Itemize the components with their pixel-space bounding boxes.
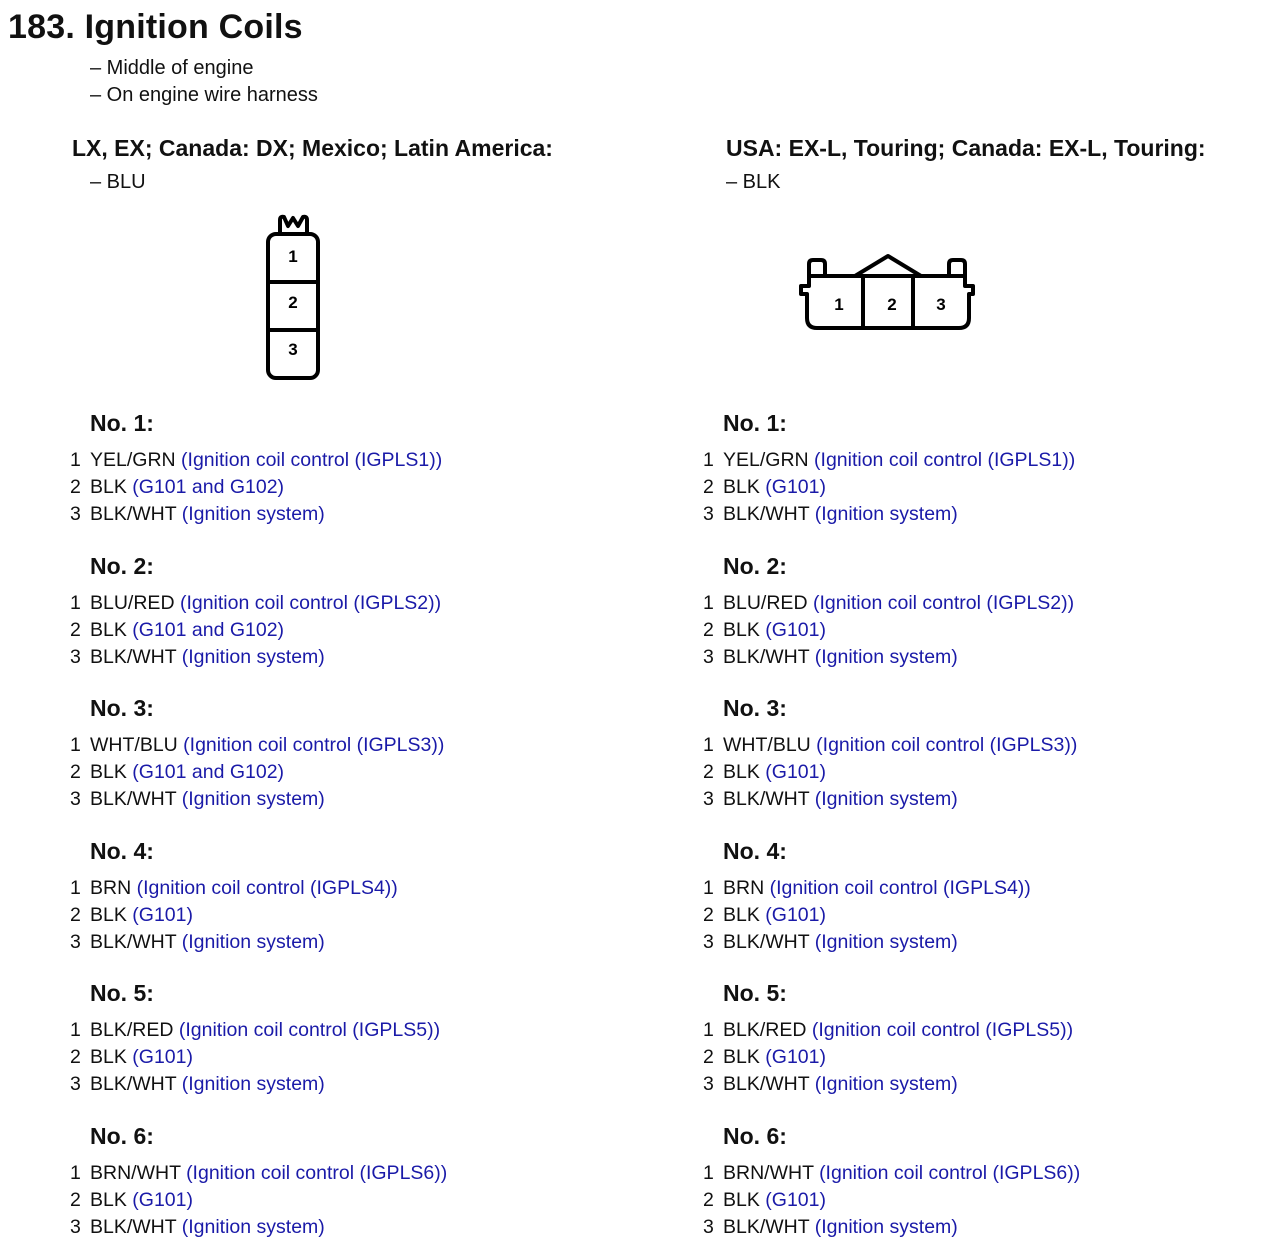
pin-number: 3 [70,1073,81,1095]
coil-4-title: No. 4: [723,837,787,864]
pin-number: 3 [70,1215,81,1238]
wire-color: BLK/WHT [723,503,810,525]
pin-row [703,1073,958,1096]
circuit-description: (Ignition system) [814,1073,958,1095]
pin-number: 2 [70,761,81,783]
wire-color: BLK [723,903,760,926]
wire-color: WHT/BLU [723,734,811,756]
pin-number: 2 [70,1188,81,1211]
pin-row [70,1046,193,1069]
circuit-description: (Ignition coil control (IGPLS6)) [186,1161,448,1184]
pin-row [70,904,193,927]
circuit-description: (Ignition system) [814,788,958,810]
pin-row [70,476,284,499]
wire-color: BLK/WHT [723,1073,810,1095]
circuit-description: (Ignition coil control (IGPLS5)) [178,1019,441,1041]
wire-color: BLK/WHT [90,1073,177,1095]
pin-number: 2 [70,1046,81,1068]
pin-1-label: 1 [834,295,844,314]
wire-color: BLK [90,1188,127,1211]
coil-1-title: No. 1: [723,410,787,436]
wire-color: BLK [90,618,127,641]
circuit-description: (Ignition system) [181,645,325,668]
pin-row [70,734,444,757]
wire-color: BLK [90,903,127,926]
column-1-connector-diagram [260,210,330,388]
pin-row [703,476,826,499]
wire-color: BLK/WHT [723,645,810,668]
circuit-description: (G101) [765,1046,826,1068]
circuit-description: (G101) [132,1046,193,1068]
wire-color: BLK/RED [90,1019,174,1041]
column-2-heading: USA: EX-L, Touring; Canada: EX-L, Touring: [726,135,1206,161]
pin-number: 1 [703,1019,714,1041]
pin-number: 1 [70,876,81,899]
pin-row [703,449,1075,472]
coil-5-title: No. 5: [90,980,154,1006]
pin-row [703,646,958,669]
wire-color: WHT/BLU [90,734,178,756]
pin-number: 3 [70,503,81,525]
wire-color: YEL/GRN [723,449,809,471]
pin-row [703,1019,1073,1042]
pin-number: 1 [703,876,714,899]
pin-row [70,931,325,954]
location-line-2: – On engine wire harness [90,84,318,106]
circuit-description: (Ignition coil control (IGPLS2)) [812,591,1075,614]
wire-color: BLK [723,1188,760,1211]
coil-2-title: No. 2: [90,552,154,579]
pin-number: 2 [703,476,714,498]
wire-color: BRN/WHT [723,1161,814,1184]
circuit-description: (Ignition system) [814,645,958,668]
page-title: 183. Ignition Coils [8,8,303,46]
pin-row [70,646,325,669]
wire-color: BLK [90,1046,127,1068]
pin-number: 2 [703,618,714,641]
wire-color: BRN/WHT [90,1161,181,1184]
pin-number: 1 [70,734,81,756]
pin-row [703,592,1074,615]
wire-color: BRN [90,876,132,899]
wire-color: BLK/WHT [90,1215,177,1238]
wire-color: YEL/GRN [90,449,176,471]
circuit-description: (Ignition coil control (IGPLS2)) [179,591,442,614]
pin-number: 1 [703,449,714,471]
circuit-description: (Ignition coil control (IGPLS1)) [181,449,443,471]
circuit-description: (Ignition system) [181,1073,325,1095]
column-2-connector-diagram [795,248,985,334]
pin-row [70,449,442,472]
wire-color: BLK/WHT [90,503,177,525]
pin-1-label: 1 [288,247,298,266]
pin-row [703,1216,958,1239]
circuit-description: (Ignition coil control (IGPLS6)) [819,1161,1081,1184]
circuit-description: (Ignition coil control (IGPLS4)) [136,876,398,899]
connector-right-latch [949,260,965,276]
wire-color: BLK/WHT [90,788,177,810]
circuit-description: (Ignition system) [814,930,958,953]
wire-color: BLU/RED [90,591,175,614]
pin-row [703,788,958,811]
column-1-color-note: – BLU [90,171,146,193]
pin-row [703,761,826,784]
wire-color: BLK/RED [723,1019,807,1041]
circuit-description: (G101) [765,476,826,498]
pin-number: 2 [703,761,714,783]
pin-row [70,877,398,900]
pin-row [703,931,958,954]
pin-row [70,1019,440,1042]
connector-latch [280,217,307,234]
wire-color: BLU/RED [723,591,808,614]
circuit-description: (Ignition system) [181,788,325,810]
circuit-description: (Ignition coil control (IGPLS1)) [814,449,1076,471]
wire-color: BLK/WHT [723,930,810,953]
pin-row [703,877,1031,900]
wire-color: BLK/WHT [90,645,177,668]
pin-row [703,619,826,642]
circuit-description: (Ignition system) [814,1215,958,1238]
circuit-description: (Ignition system) [814,503,958,525]
coil-3-title: No. 3: [723,695,787,721]
coil-1-title: No. 1: [90,410,154,436]
circuit-description: (Ignition coil control (IGPLS5)) [811,1019,1074,1041]
pin-row [70,1216,325,1239]
pin-row [703,503,958,526]
wire-color: BLK [90,476,127,498]
coil-3-title: No. 3: [90,695,154,721]
circuit-description: (Ignition coil control (IGPLS3)) [183,734,445,756]
pin-number: 3 [703,1073,714,1095]
pin-row [70,1162,447,1185]
wire-color: BLK/WHT [723,788,810,810]
pin-number: 3 [70,930,81,953]
pin-row [70,1189,193,1212]
coil-5-title: No. 5: [723,980,787,1006]
circuit-description: (G101 and G102) [132,476,285,498]
location-line-1: – Middle of engine [90,57,254,79]
pin-number: 1 [70,1161,81,1184]
wire-color: BLK [90,761,127,783]
pin-number: 1 [70,449,81,471]
pin-number: 2 [70,476,81,498]
coil-6-title: No. 6: [723,1122,787,1149]
pin-number: 3 [70,645,81,668]
pin-number: 1 [703,1161,714,1184]
circuit-description: (G101) [765,903,826,926]
pin-number: 2 [703,1188,714,1211]
pin-row [70,619,284,642]
pin-row [70,503,325,526]
pin-row [70,1073,325,1096]
pin-number: 1 [703,591,714,614]
pin-number: 2 [703,1046,714,1068]
pin-number: 2 [70,618,81,641]
pin-row [703,1046,826,1069]
pin-number: 2 [703,903,714,926]
circuit-description: (Ignition system) [181,930,325,953]
wire-color: BLK/WHT [90,930,177,953]
connector-key [855,256,921,276]
pin-number: 1 [70,1019,81,1041]
pin-row [703,734,1077,757]
circuit-description: (Ignition coil control (IGPLS4)) [769,876,1031,899]
pin-3-label: 3 [288,340,298,359]
circuit-description: (Ignition system) [181,1215,325,1238]
pin-row [70,788,325,811]
coil-2-title: No. 2: [723,552,787,579]
pin-number: 1 [703,734,714,756]
pin-number: 3 [70,788,81,810]
pin-number: 3 [703,930,714,953]
circuit-description: (G101) [765,1188,826,1211]
circuit-description: (G101) [132,903,193,926]
circuit-description: (G101 and G102) [132,761,285,783]
pin-number: 3 [703,1215,714,1238]
pin-row [703,1189,826,1212]
circuit-description: (Ignition system) [181,503,325,525]
pin-3-label: 3 [936,295,946,314]
column-2-color-note: – BLK [726,171,781,193]
connector-left-latch [809,260,825,276]
wire-color: BLK/WHT [723,1215,810,1238]
circuit-description: (G101) [765,761,826,783]
pin-number: 3 [703,788,714,810]
pin-row [703,1162,1080,1185]
circuit-description: (G101) [765,618,826,641]
pin-number: 3 [703,503,714,525]
pin-number: 3 [703,645,714,668]
pin-2-label: 2 [288,293,298,312]
wire-color: BLK [723,618,760,641]
column-1-heading: LX, EX; Canada: DX; Mexico; Latin America: [72,135,553,161]
pin-2-label: 2 [887,295,897,314]
coil-4-title: No. 4: [90,837,154,864]
wire-color: BRN [723,876,765,899]
pin-number: 1 [70,591,81,614]
wire-color: BLK [723,1046,760,1068]
pin-row [70,761,284,784]
pin-row [70,592,441,615]
wire-color: BLK [723,761,760,783]
coil-6-title: No. 6: [90,1122,154,1149]
wire-color: BLK [723,476,760,498]
circuit-description: (G101 and G102) [132,618,285,641]
pin-number: 2 [70,903,81,926]
circuit-description: (Ignition coil control (IGPLS3)) [816,734,1078,756]
pin-row [703,904,826,927]
circuit-description: (G101) [132,1188,193,1211]
